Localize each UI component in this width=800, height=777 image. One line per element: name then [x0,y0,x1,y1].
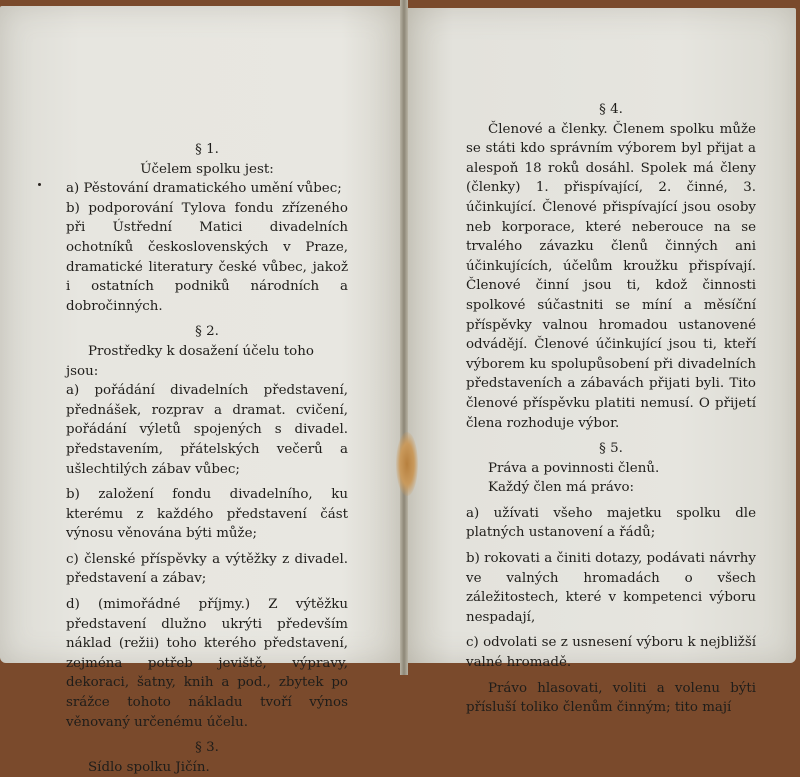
section-5-item-a: a) užívati všeho majetku spolku dle platných ustanovení a řádů; [466,505,756,541]
right-page-text [466,100,756,718]
margin-mark [38,183,41,186]
section-2-item-d: d) (mimořádné příjmy.) Z výtěžku představení dlužno ukrýti především náklad (režii) toho kterého představení, zejména potřeb jeviště, výpravy, dekoraci, šatny, knih a pod., zbytek po srážce tohoto nákladu tvoří výnos věnovaný určenému účelu. [66,597,348,730]
section-5-intro: Každý člen má právo: [488,480,635,496]
section-2-intro: Prostředky k dosažení účelu toho jsou: [66,343,314,379]
section-3-text: Sídlo spolku Jičín. [88,759,210,775]
section-2-item-c: c) členské příspěvky a výtěžky z divadel. představení a zábav; [66,551,348,587]
section-5-title: Práva a povinnosti členů. [488,460,660,476]
section-4-text: Členové a členky. Členem spolku může se státi kdo správním výborem byl přijat a alespoň 18 roků dosáhl. Spolek má členy (členky) 1. přispívající, 2. činné, 3. účinkující. Členové přispívající jsou osoby neb korporace, které neberouce na se trvalého závazku členů činných ani účinkujících, účelům kroužku přispívají. Členové činní jsou ti, kdož činnosti spolkové súčastniti se míní a měsíční příspěvky valnou hromadou ustanovené odvádějí. Členové účinkující jsou ti, kteří výborem ku spolupůsobení při divadelních představeních a zábavách přijati byli. Tito členové příspěvku platiti nemusí. O přijetí člena rozhoduje výbor. [466,121,756,431]
section-5-vote-text: Právo hlasovati, voliti a volenu býti přísluší toliko členům činným; tito mají [466,680,756,716]
section-2-heading: § 2. [195,324,219,340]
section-5-heading: § 5. [599,441,623,457]
section-2-item-a: a) pořádání divadelních představení, přednášek, rozprav a dramat. cvičení, pořádání výletů spojených s divadel. představením, přátelských večerů a ušlechtilých zábav vůbec; [66,383,348,477]
section-3-heading: § 3. [195,740,219,756]
section-1-item-a: a) Pěstování dramatického umění vůbec; [66,181,342,197]
left-page-text [66,140,348,777]
section-1-item-b: b) podporování Tylova fondu zřízeného při Ústřední Matici divadelních ochotníků československých v Praze, dramatické literatury české vůbec, jakož i ostatních podniků národních a dobročinných. [66,200,348,314]
section-5-item-b: b) rokovati a činiti dotazy, podávati návrhy ve valných hromadách o všech záležitostech, které v kompetenci výboru nespadají, [466,551,756,625]
book-gutter [400,0,408,675]
section-1-title: Účelem spolku jest: [140,161,274,177]
section-1-heading: § 1. [195,142,219,157]
paper-stain [396,432,418,496]
section-5-item-c: c) odvolati se z usnesení výboru k nejbližší valné hromadě. [466,635,756,671]
section-4-heading: § 4. [599,102,623,117]
section-2-item-b: b) založení fondu divadelního, ku kterému z každého představení část výnosu věnována býti může; [66,487,348,542]
